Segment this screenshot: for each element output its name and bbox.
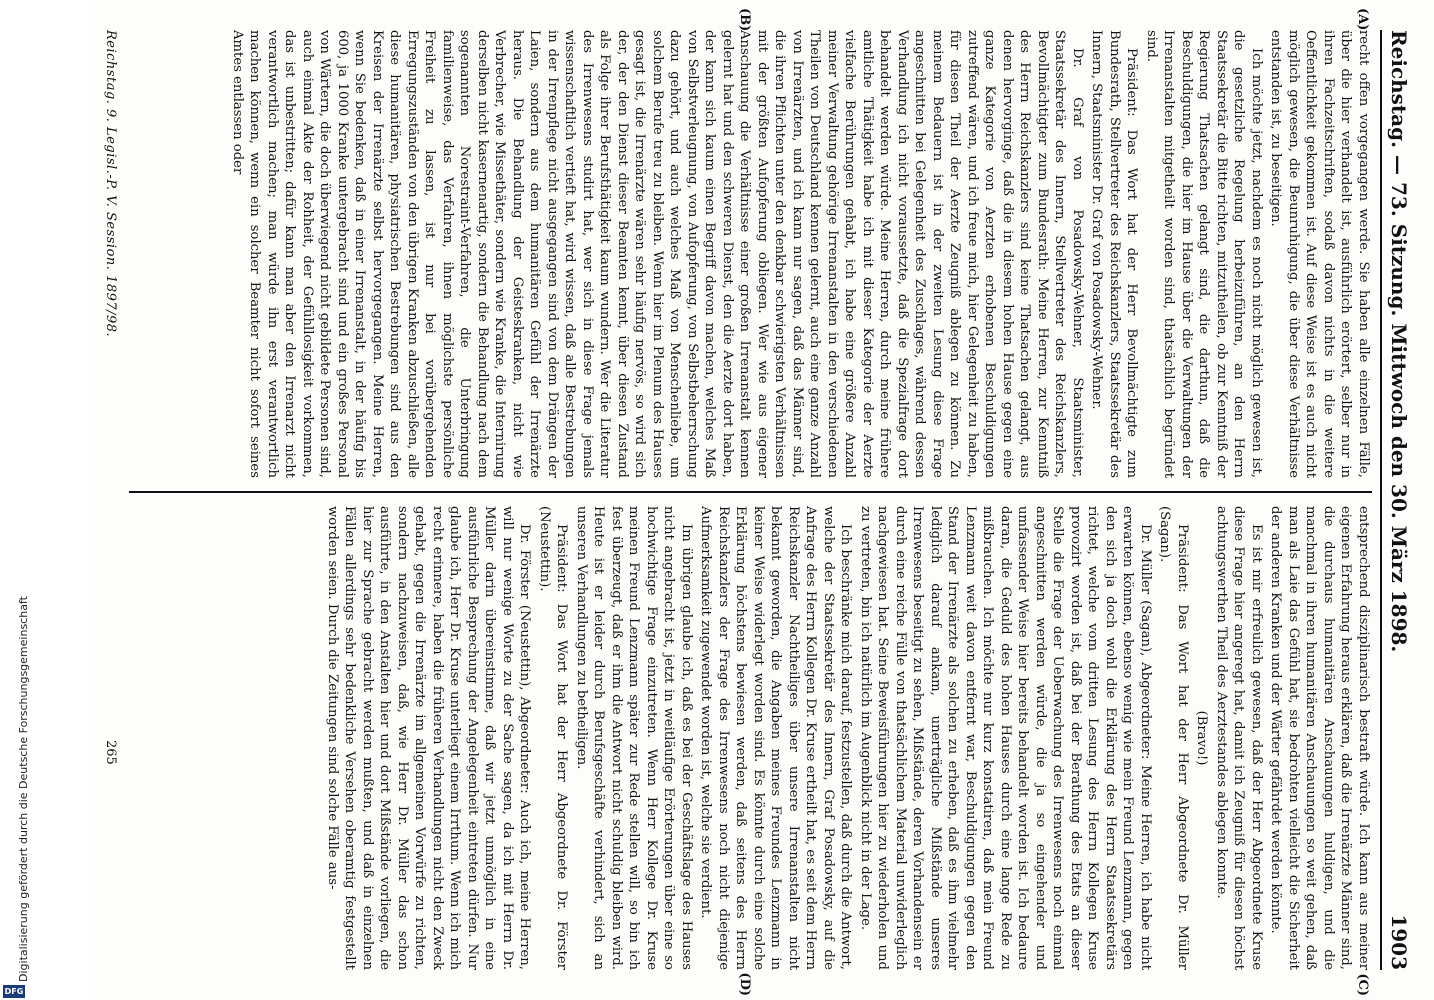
right-column [129, 506, 1372, 970]
footer-session-info: Reichstag. 9. Legisl.-P. V. Session. 1897/98. [103, 30, 118, 338]
column-divider [129, 491, 1372, 493]
paragraph: Präsident: Das Wort hat der Herr Abgeordnete Dr. Müller (Sagan). [1157, 506, 1190, 970]
paragraph: Ich beschränke mich darauf, festzustellen, daß durch die Antwort, welche der Staatssekretär des Innern, Graf Posadowsky, auf die Anfrage des Herrn Kollegen Dr. Kruse ertheilt hat, es seit dem Herrn Reichskanzler Nachtheiliges über unsere Irrenanstalten nicht bekannt geworden, die Angaben meines Freundes Lenzmann in keiner Weise widerlegt worden sind. Es könnte durch eine solche Erklärung höchstens bewiesen werden, daß seitens des Herrn Reichskanzlers der Frage des Irrenwesens noch nicht diejenige Aufmerksamkeit zugewendet worden ist, welche sie verdient. [698, 506, 854, 970]
margin-mark-d: (D) [737, 972, 752, 996]
paragraph: entsprechend disziplinarisch bestraft würde. Ich kann aus meiner eigenen Erfahrung heraus erklären, daß die Irrenärzte Männer sind, die durchaus humanitären Anschauungen huldigen, und die manchmal in ihren humanitären Anschauungen so weit gehen, daß man als Laie das Gefühl hat, sie bedrohten vielleicht die Sicherheit der anderen Kranken und der Wärter gefährdet werden könnte. [1268, 506, 1371, 970]
paragraph: Präsident: Das Wort hat der Herr Abgeordnete Dr. Förster (Neustettin). [537, 506, 570, 970]
digitization-credit: Digitalisierung gefördert durch die Deutsche Forschungsgemeinschaft [17, 596, 30, 982]
paragraph: Präsident: Das Wort hat der Herr Bevollmächtigte zum Bundesrath, Stellvertreter des Reichskanzlers, Staatssekretär des Innern, Staatsminister Dr. Graf von Posadowsky-Wehner. [1089, 30, 1140, 478]
header-title: Reichstag. — 73. Sitzung. Mittwoch den 30. März 1898. [1387, 30, 1411, 653]
margin-mark-c: (C) [1355, 973, 1370, 996]
footer-sheet-number: 265 [103, 740, 118, 765]
paragraph: Dr. Förster (Neustettin), Abgeordneter: Auch ich, meine Herren, will nur wenige Worte zu der Sache sagen, da ich mit Herrn Dr. Müller darin übereinstimme, daß wir jetzt unmöglich in eine ausführliche Besprechung der Angelegenheit eintreten dürfen. Nur glaube ich, Herr Dr. Kruse unterliegt einem Irrthum. Wenn ich mich recht erinnere, haben die früheren Verhandlungen nicht den Zweck gehabt, gegen die Irrenärzte im allgemeinen Vorwürfe zu richten, sondern nachzuweisen, daß, wie Herr Dr. Müller das schon ausführte, in den Anstalten hier und dort Mißstände vorliegen, die hier zur Sprache gebracht werden mußten, und daß in einzelnen Fällen allerdings sehr bedenkliche Versehen oberamtig festgestellt worden seien. Durch die Zeitungen sind solche Fälle aus- [325, 506, 533, 970]
page-header [1380, 30, 1416, 970]
sidebar-credit [0, 0, 40, 1000]
margin-mark-a: (A) [1355, 8, 1370, 31]
rotated-newspaper-page [89, 0, 1434, 1000]
paragraph: Im übrigen glaube ich, daß es bei der Geschäftslage des Hauses nicht angebracht ist, jetzt in weitläufige Erörterungen über eine so hochwichtige Frage einzutreten. Wenn Herr Kollege Dr. Kruse meinen Freund Lenzmann später zur Rede stellen will, so bin ich fest überzeugt, daß er ihm die Antwort nicht schuldig bleiben wird. Heute ist er leider durch Berufsgeschäfte verhindert, sich an unseren Verhandlungen zu betheiligen. [574, 506, 694, 970]
margin-mark-b: (B) [737, 8, 752, 32]
left-column [129, 30, 1372, 478]
paragraph: Dr. Graf von Posadowsky-Wehner, Staatsminister, Staatssekretär des Innern, Stellvertreter des Reichskanzlers, Bevollmächtigter zum Bundesrath: Meine Herren, zur Kenntniß des Herrn Reichskanzlers sind keine Thatsachen gelangt, aus denen hervorginge, daß die in diesem hohen Hause gegen eine ganze Kategorie von Aerzten erhobenen Beschuldigungen zutreffend wären, und ich freue mich, hier Gelegenheit zu haben, für diesen Theil der Aerzte Zeugniß ablegen zu können. Zu meinem Bedauern ist in der zweiten Lesung diese Frage angeschnitten bei Gelegenheit des Zuschlages, während dessen Verhandlung ich nicht voraussetzte, daß die Spezialfrage dort behandelt werden würde. Meine Herren, durch meine frühere amtliche Thätigkeit habe ich mit dieser Kategorie der Aerzte vielfache Berührungen gehabt, ich habe eine größere Anzahl meiner Verwaltung gehörige Irrenanstalten in den verschiedenen Theilen von Deutschland kennen gelernt, auch eine ganze Anzahl von Irrenärzten, und ich kann nur sagen, daß das Männer sind, die ihren Pflichten unter den denkbar schwierigsten Verhältnissen mit der größten Aufopferung obliegen. Wer wie aus eigener Anschauung die Verhältnisse einer großen Irrenanstalt kennen gelernt hat und den schweren Dienst, den die Aerzte dort haben, der kann sich kaum einen Begriff davon machen, welches Maß von Selbstverleugnung, von Aufopferung, von Selbstbeherrschung dazu gehört, und auch welches Maß von Menschenliebe, um solchem Berufe treu zu bleiben. Wenn hier im Plenum des Hauses gesagt ist, die Irrenärzte wären sehr häufig nervös, so wird sich der, der den Dienst dieser Beamten kennt, über diesen Zustand als Folge ihrer Berufsthätigkeit kaum wundern. Wer die Literatur des Irrenwesens studirt hat, wer sich in diese Frage jemals wissenschaftlich vertieft hat, wird wissen, daß alle Bestrebungen in der Irrenpflege nicht ausgegangen sind von dem Drängen der Laien, sondern aus dem humanitären Gefühl der Irrenärzte heraus. Die Behandlung der Geisteskranken, nicht wie Verbrecher, wie Missethäter, sondern wie Kranke, die Internirung derselben nicht kasernenartig, sondern die Behandlung nach dem sogenannten Norestraint-Verfahren, die Unterbringung familienweise, das Verfahren, ihnen möglichste persönliche Freiheit zu lassen, ist nur bei vorübergehenden Erregungszuständen von den übrigen Kranken abzuschließen, alle diese humanitären, physiatrischen Bestrebungen sind aus den Kreisen der Irrenärzte selbst hervorgegangen. Meine Herren, wenn Sie bedenken, daß in einer Irrenanstalt, in der häufig bis 600, ja 1000 Kranke untergebracht sind und ein großes Personal von Wärtern, die doch überwiegend nicht gebildete Personen sind, auch einmal Akte der Rohheit, der Gefühllosigkeit vorkommen, das ist unbestritten; dafür kann man aber den Irrenarzt nicht verantwortlich machen; man würde ihn erst verantwortlich machen können, wenn ein solcher Beamter nicht sofort seines Amtes entlassen oder [230, 30, 1085, 478]
paragraph: Es ist mir erfreulich gewesen, daß der Herr Abgeordnete Kruse diese Frage hier angeregt hat, damit ich Zeugniß für diesen höchst achtungswerthen Theil des Aerztestandes ablegen konnte. [1214, 506, 1264, 970]
dfg-logo: DFG [4, 987, 24, 996]
page-number: 1903 [1387, 914, 1411, 970]
paragraph: (Bravo!) [1194, 710, 1210, 766]
paragraph: recht offen vorgegangen werde. Sie haben alle einzelnen Fälle, über die hier verhandelt ist, ausführlich erörtert, selber nur in ihren Fachzeitschriften, sodaß davon nichts in die weitere Oeffentlichkeit gekommen ist. Auf diese Weise ist es auch nicht möglich gewesen, die Beunruhigung, die über diese Verhältnisse entstanden ist, zu beseitigen. [1268, 30, 1371, 478]
paragraph: Dr. Müller (Sagan), Abgeordneter: Meine Herren, ich habe nicht erwarten können, ebenso wenig wie mein Freund Lenzmann, gegen den sich ja doch wohl die Erklärung des Herrn Staatssekretärs richtet, welche vom dritten Lesung des Herrn Kollegen Kruse provozirt worden ist, daß bei der Berathung des Etats an dieser Stelle die Frage der Ueberwachung des Irrenwesens noch einmal angeschnitten werden würde, die ja so eingehender und umfassender Weise hier bereits behandelt worden ist. Ich bedaure daran, die Geduld des hohen Hauses durch eine lange Rede zu mißbrauchen. Ich möchte nur kurz konstatiren, daß mein Freund Lenzmann weit davon entfernt war, Beschuldigungen gegen den Stand der Irrenärzte als solchen zu erheben, daß es ihm vielmehr lediglich darauf ankam, unerträgliche Mißstände unseres Irrenwesens beseitigt zu sehen, Mißstände, deren Vorhandensein er durch eine reiche Fülle von thatsächlichem Material unwiderleglich nachgewiesen hat. Seine Beweisführungen hier zu wiederholen und zu vertreten, bin ich natürlich im Augenblick nicht in der Lage. [858, 506, 1153, 970]
paragraph: Ich möchte jetzt, nachdem es noch nicht möglich gewesen ist, die gesetzliche Regelung herbeizuführen, an den Herrn Staatssekretär die Bitte richten, mitzutheilen, ob zur Kenntniß der Regierung Thatsachen gelangt sind, die darthun, daß die Beschuldigungen, die hier im Hause über die Verwaltungen der Irrenanstalten mitgetheilt worden sind, thatsächlich begründet sind. [1144, 30, 1264, 478]
